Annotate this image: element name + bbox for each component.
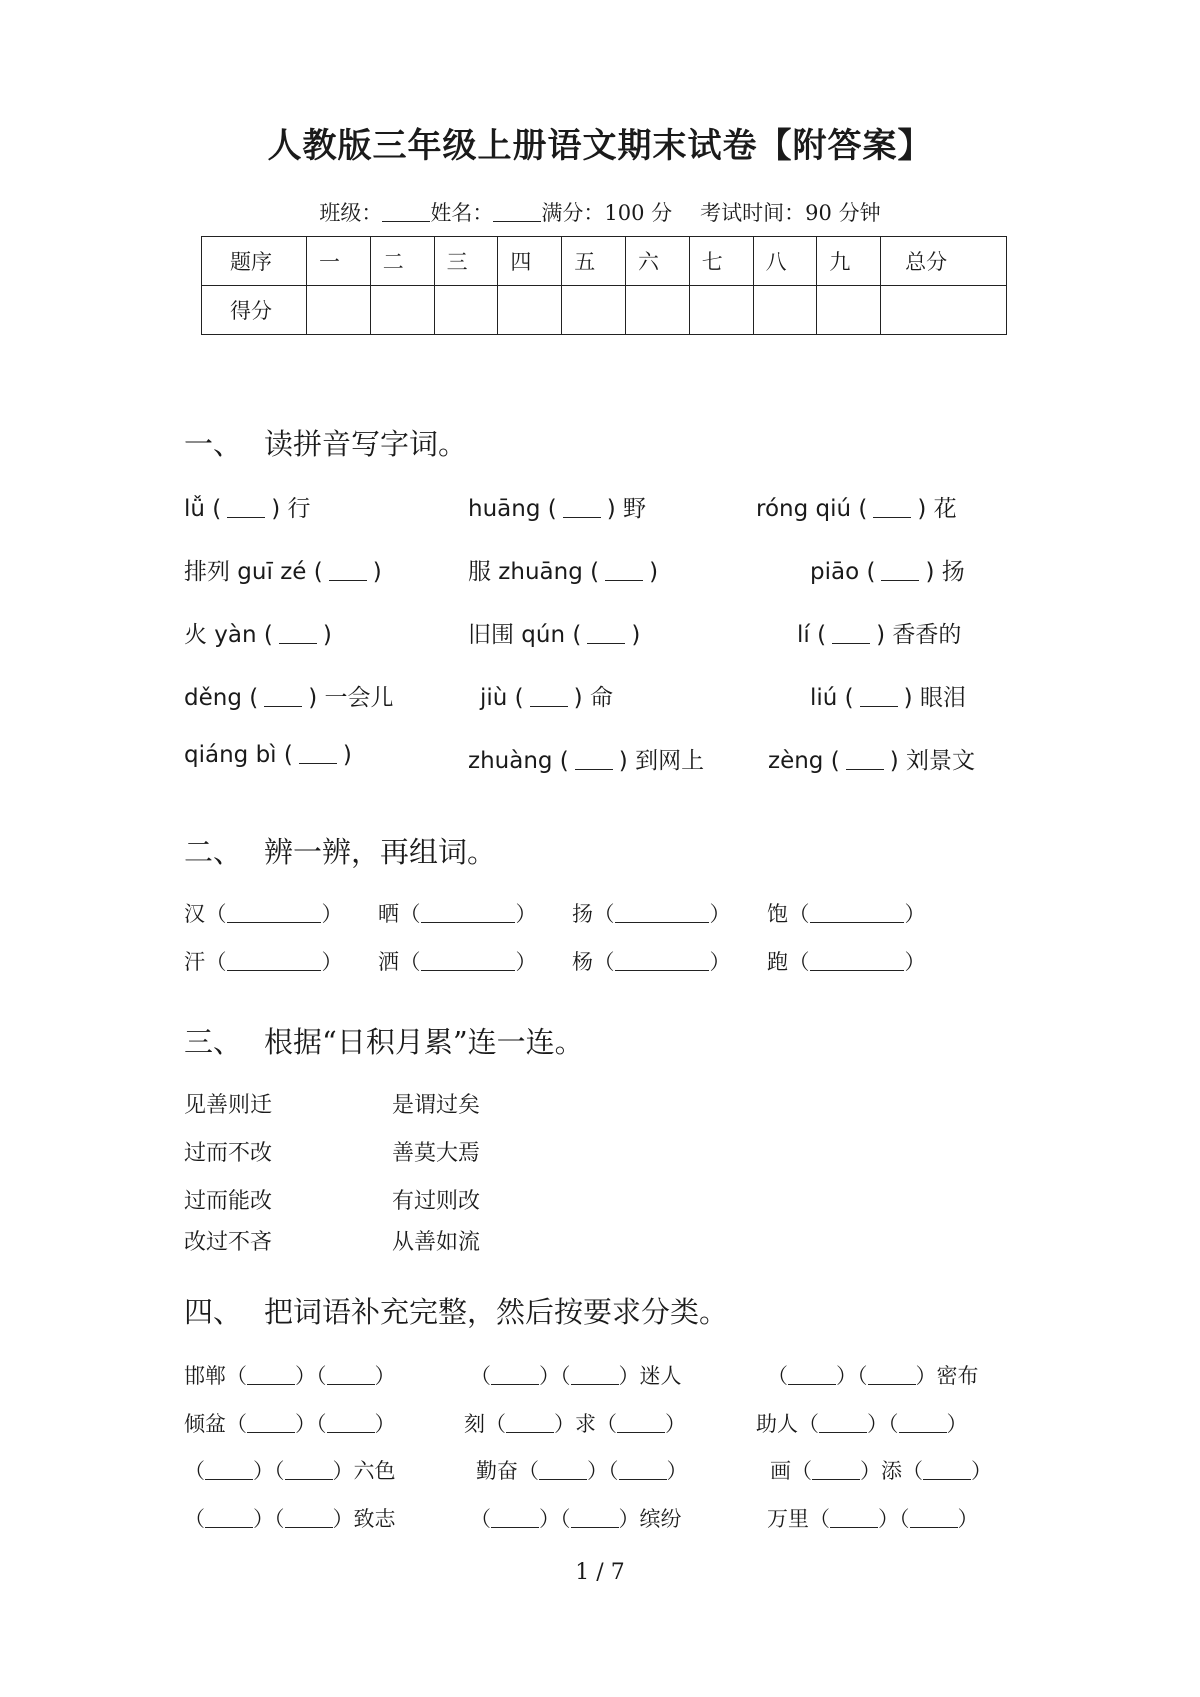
answer-blank[interactable] <box>329 560 367 581</box>
answer-blank[interactable] <box>571 1507 619 1528</box>
pinyin-item: qiáng bì ( ) <box>184 742 352 768</box>
name-blank[interactable] <box>493 201 541 222</box>
answer-blank[interactable] <box>247 1412 295 1433</box>
compare-item: 跑（ ） <box>767 950 926 974</box>
pinyin-item: huāng ( ) 野 <box>468 496 647 522</box>
score-cell[interactable] <box>881 286 1007 335</box>
answer-blank[interactable] <box>285 1507 333 1528</box>
answer-blank[interactable] <box>264 686 302 707</box>
answer-blank[interactable] <box>587 623 625 644</box>
answer-blank[interactable] <box>506 1412 554 1433</box>
answer-blank[interactable] <box>327 1412 375 1433</box>
compare-item: 汉（ ） <box>184 902 343 926</box>
answer-blank[interactable] <box>615 902 709 923</box>
name-label: 姓名： <box>430 201 494 225</box>
pinyin-item: liú ( ) 眼泪 <box>810 685 966 711</box>
score-header-cell: 总分 <box>881 237 1007 286</box>
answer-blank[interactable] <box>810 902 904 923</box>
section-3-heading: 三、 根据“日积月累”连一连。 <box>184 1025 584 1059</box>
fill-word-item: 助人（ ）（ ） <box>756 1412 968 1436</box>
answer-blank[interactable] <box>491 1364 539 1385</box>
pinyin-item: 火 yàn ( ) <box>184 622 332 648</box>
answer-blank[interactable] <box>617 1412 665 1433</box>
compare-item: 扬（ ） <box>572 902 731 926</box>
answer-blank[interactable] <box>615 950 709 971</box>
answer-blank[interactable] <box>832 623 870 644</box>
idiom-right[interactable]: 从善如流 <box>392 1230 481 1255</box>
answer-blank[interactable] <box>881 560 919 581</box>
pinyin-item: zèng ( ) 刘景文 <box>768 748 975 774</box>
idiom-left[interactable]: 过而不改 <box>184 1141 273 1166</box>
answer-blank[interactable] <box>619 1459 667 1480</box>
compare-item: 饱（ ） <box>767 902 926 926</box>
score-header-row <box>202 237 1007 286</box>
score-cell[interactable] <box>625 286 689 335</box>
exam-time: 考试时间：90 分钟 <box>700 201 881 225</box>
score-row-label: 得分 <box>202 286 307 335</box>
answer-blank[interactable] <box>923 1459 971 1480</box>
answer-blank[interactable] <box>491 1507 539 1528</box>
section-4-heading: 四、 把词语补充完整，然后按要求分类。 <box>184 1295 729 1329</box>
answer-blank[interactable] <box>247 1364 295 1385</box>
answer-blank[interactable] <box>530 686 568 707</box>
exam-info <box>0 197 1200 227</box>
score-cell[interactable] <box>753 286 817 335</box>
idiom-left[interactable]: 见善则迁 <box>184 1093 273 1118</box>
section-2-heading: 二、 辨一辨，再组词。 <box>184 835 497 869</box>
score-cell[interactable] <box>689 286 753 335</box>
answer-blank[interactable] <box>563 497 601 518</box>
answer-blank[interactable] <box>421 950 515 971</box>
score-cell[interactable] <box>434 286 498 335</box>
answer-blank[interactable] <box>205 1507 253 1528</box>
idiom-right[interactable]: 善莫大焉 <box>392 1141 481 1166</box>
answer-blank[interactable] <box>575 749 613 770</box>
idiom-left[interactable]: 过而能改 <box>184 1189 273 1214</box>
answer-blank[interactable] <box>227 497 265 518</box>
fill-word-item: （ ）（ ）缤纷 <box>470 1507 682 1531</box>
section-1-heading: 一、 读拼音写字词。 <box>184 427 468 461</box>
answer-blank[interactable] <box>788 1364 836 1385</box>
answer-blank[interactable] <box>571 1364 619 1385</box>
score-header-cell: 五 <box>562 237 626 286</box>
answer-blank[interactable] <box>327 1364 375 1385</box>
answer-blank[interactable] <box>279 623 317 644</box>
answer-blank[interactable] <box>810 950 904 971</box>
score-header-cell: 一 <box>307 237 371 286</box>
fill-word-item: 刻（ ）求（ ） <box>464 1412 686 1436</box>
pinyin-item: 服 zhuāng ( ) <box>468 559 659 585</box>
answer-blank[interactable] <box>605 560 643 581</box>
score-cell[interactable] <box>370 286 434 335</box>
idiom-right[interactable]: 是谓过矣 <box>392 1093 481 1118</box>
fill-word-item: （ ）（ ）六色 <box>184 1459 396 1483</box>
pinyin-item: piāo ( ) 扬 <box>810 559 965 585</box>
pinyin-item: róng qiú ( ) 花 <box>756 496 957 522</box>
answer-blank[interactable] <box>421 902 515 923</box>
score-header-cell: 二 <box>370 237 434 286</box>
idiom-right[interactable]: 有过则改 <box>392 1189 481 1214</box>
answer-blank[interactable] <box>830 1507 878 1528</box>
answer-blank[interactable] <box>910 1507 958 1528</box>
answer-blank[interactable] <box>868 1364 916 1385</box>
score-cell[interactable] <box>307 286 371 335</box>
answer-blank[interactable] <box>299 743 337 764</box>
score-header-cell: 六 <box>625 237 689 286</box>
fill-word-item: （ ）（ ）致志 <box>184 1507 396 1531</box>
compare-item: 汗（ ） <box>184 950 343 974</box>
pinyin-item: 排列 guī zé ( ) <box>184 559 382 585</box>
class-blank[interactable] <box>382 201 430 222</box>
answer-blank[interactable] <box>205 1459 253 1480</box>
answer-blank[interactable] <box>227 950 321 971</box>
idiom-left[interactable]: 改过不吝 <box>184 1230 273 1255</box>
score-header-cell: 题序 <box>202 237 307 286</box>
pinyin-item: 旧围 qún ( ) <box>468 622 641 648</box>
class-label: 班级： <box>319 201 383 225</box>
fill-word-item: （ ）（ ）密布 <box>767 1364 979 1388</box>
compare-item: 杨（ ） <box>572 950 731 974</box>
fill-word-item: 勤奋（ ）（ ） <box>476 1459 688 1483</box>
fill-word-item: （ ）（ ）迷人 <box>470 1364 682 1388</box>
page-title: 人教版三年级上册语文期末试卷【附答案】 <box>267 126 933 166</box>
score-header-cell: 三 <box>434 237 498 286</box>
pinyin-item: lí ( ) 香香的 <box>797 622 962 648</box>
pinyin-item: děng ( ) 一会儿 <box>184 685 394 711</box>
pinyin-item: zhuàng ( ) 到网上 <box>468 748 705 774</box>
score-header-cell: 七 <box>689 237 753 286</box>
fill-word-item: 倾盆（ ）（ ） <box>184 1412 396 1436</box>
score-table <box>201 236 1007 335</box>
pinyin-item: lǚ ( ) 行 <box>184 496 311 522</box>
score-header-cell: 四 <box>498 237 562 286</box>
answer-blank[interactable] <box>812 1459 860 1480</box>
fill-word-item: 画（ ）添（ ） <box>770 1459 992 1483</box>
answer-blank[interactable] <box>819 1412 867 1433</box>
answer-blank[interactable] <box>846 749 884 770</box>
answer-blank[interactable] <box>227 902 321 923</box>
compare-item: 晒（ ） <box>378 902 537 926</box>
fill-word-item: 万里（ ）（ ） <box>767 1507 979 1531</box>
pinyin-item: jiù ( ) 命 <box>480 685 613 711</box>
answer-blank[interactable] <box>873 497 911 518</box>
answer-blank[interactable] <box>539 1459 587 1480</box>
full-score: 满分：100 分 <box>541 201 673 225</box>
score-cell[interactable] <box>817 286 881 335</box>
score-header-cell: 八 <box>753 237 817 286</box>
score-cell[interactable] <box>498 286 562 335</box>
fill-word-item: 邯郸（ ）（ ） <box>184 1364 396 1388</box>
page-number: 1 / 7 <box>575 1560 625 1585</box>
score-value-row <box>202 286 1007 335</box>
score-cell[interactable] <box>562 286 626 335</box>
answer-blank[interactable] <box>899 1412 947 1433</box>
score-header-cell: 九 <box>817 237 881 286</box>
compare-item: 洒（ ） <box>378 950 537 974</box>
answer-blank[interactable] <box>285 1459 333 1480</box>
answer-blank[interactable] <box>860 686 898 707</box>
